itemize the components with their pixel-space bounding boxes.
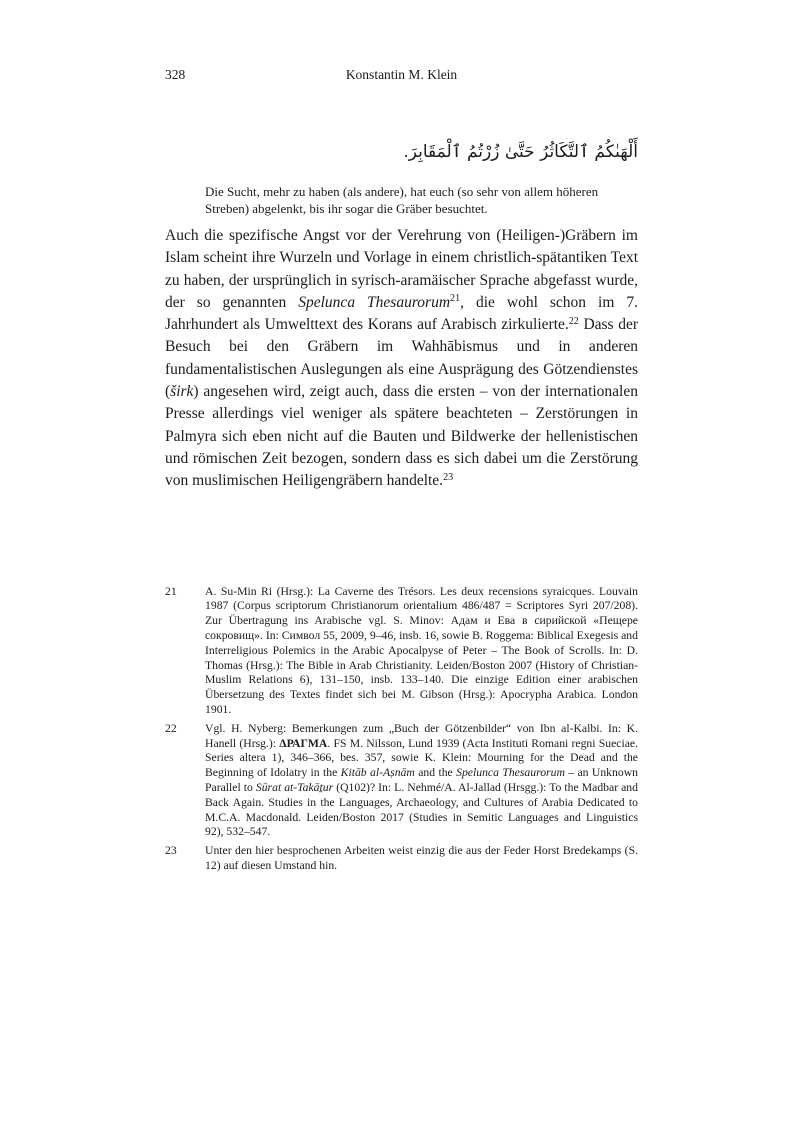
quote-translation: Die Sucht, mehr zu haben (als andere), hat euch (so sehr von allem höheren Streben) abgelenkt, bis ihr sogar die Gräber besuchtet. (205, 184, 599, 216)
footnotes-section (165, 585, 638, 874)
footnote-text: Unter den hier besprochenen Arbeiten weist einzig die aus der Feder Horst Bredekamps (S. 12) auf diesen Umstand hin. (205, 844, 638, 872)
footnote-number: 23 (165, 844, 177, 858)
footnote-21 (165, 585, 638, 718)
running-header (165, 66, 638, 84)
page-number: 328 (165, 67, 186, 82)
text-block (165, 66, 638, 878)
footnote-22 (165, 722, 638, 840)
footnote-text: Vgl. H. Nyberg: Bemerkungen zum „Buch der Götzenbilder“ von Ibn al-Kalbi. In: K. Hanell (Hrsg.): ΔΡΑΓΜΑ. FS M. Nilsson, Lund 1939 (Acta Instituti Romani regni Sueciae. Series altera 1), 346–366, bes. 357, sowie K. Klein: Mourning for the Dead and the Beginning of Idolatry in the Kitāb al-Aṣnām and the Spelunca Thesaurorum – an Unknown Parallel to Sūrat at-Takāṯur (Q102)? In: L. Nehmé/A. Al-Jallad (Hrsgg.): To the Madbar and Back Again. Studies in the Languages, Archaeology, and Cultures of Arabia Dedicated to M.C.A. Macdonald. Leiden/Boston 2017 (Studies in Semitic Languages and Linguistics 92), 532–547. (205, 721, 638, 839)
footnote-23 (165, 844, 638, 874)
running-head-author: Konstantin M. Klein (345, 67, 458, 82)
footnote-number: 21 (165, 584, 177, 598)
footnote-number: 22 (165, 721, 177, 735)
footnote-text: A. Su-Min Ri (Hrsg.): La Caverne des Trésors. Les deux recensions syraicques. Louvain 1987 (Corpus scriptorum Christianorum orientalium 486/487 = Scriptores Syri 207/208). Zur Übertragung ins Arabische vgl. S. Minov: Адам и Ева в сирийской «Пещере сокровищ». In: Символ 55, 2009, 9–46, insb. 16, sowie B. Roggema: Biblical Exegesis and Interreligious Polemics in the Arabic Apocalpyse of Peter – The Book of Scrolls. In: D. Thomas (Hrsg.): The Bible in Arab Christianity. Leiden/Boston 2007 (History of Christian-Muslim Relations 6), 131–150, insb. 133–140. Die einzige Edition einer arabischen Übersetzung des Textes findet sich bei M. Gibson (Hrsg.): Apocrypha Arabica. London 1901. (205, 584, 638, 716)
arabic-quran-quote: أَلْهَىٰكُمُ ٱلتَّكَاثُرُ حَتَّىٰ زُرْتُمُ ٱلْمَقَابِرَ. (403, 142, 638, 162)
body-paragraph: Auch die spezifische Angst vor der Verehrung von (Heiligen-)Gräbern im Islam scheint ihre Wurzeln und Vorlage in einem christlich-spätantiken Text zu haben, der ursprünglich in syrisch-aramäischer Sprache abgefasst wurde, der so genannten Spelunca Thesaurorum$^{21}$, die wohl schon im 7. Jahrhundert als Umwelttext des Korans auf Arabisch zirkulierte.$^{22}$ Dass der Besuch bei den Gräbern im Wahhābismus und in anderen fundamentalistischen Auslegungen als eine Ausprägung des Götzendienstes (širk) angesehen wird, zeigt auch, dass die ersten – von der internationalen Presse allerdings viel weniger als spätere beachteten – Zerstörungen in Palmyra sich eben nicht auf die Bauten und Bildwerke der hellenistischen und römischen Zeit bezogen, sondern dass es sich dabei um die Zerstörung von muslimischen Heiligengräbern handelte.$^{23}$ (165, 227, 639, 490)
